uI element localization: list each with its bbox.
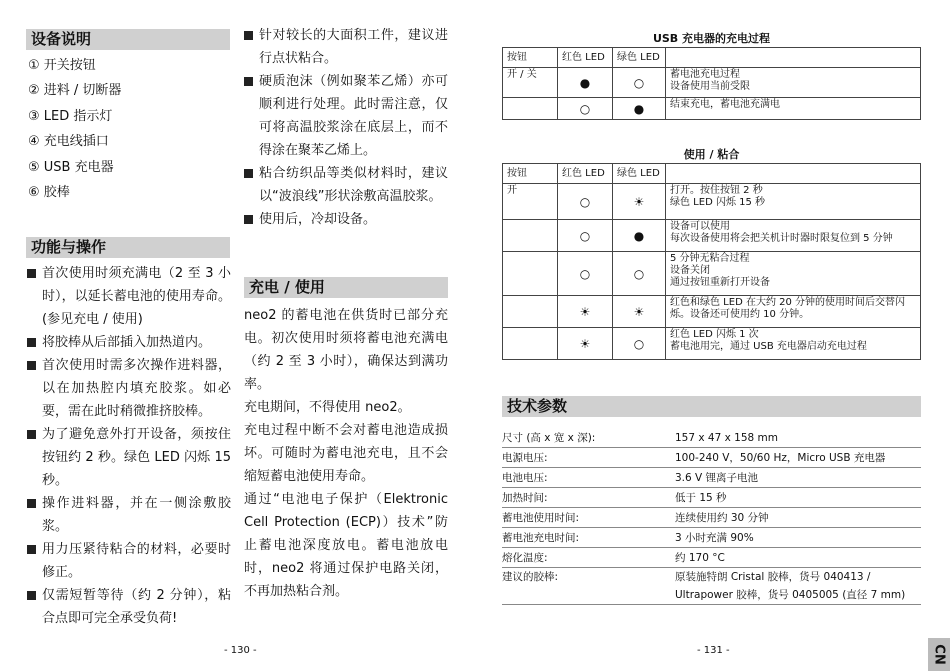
table-row	[503, 328, 921, 360]
spec-value: 3 小时充满 90%	[675, 531, 754, 544]
header-cell: 绿色 LED	[613, 48, 666, 68]
tech-specs-list	[502, 428, 921, 605]
spec-label: 电池电压:	[502, 472, 548, 484]
spec-label: 蓄电池使用时间:	[502, 512, 580, 524]
green-led-indicator: ☀	[613, 296, 666, 328]
red-led-indicator: ☀	[558, 296, 613, 328]
function-heading: 功能与操作	[26, 237, 230, 258]
tech-heading: 技术参数	[502, 396, 921, 417]
table-row	[503, 184, 921, 220]
spec-row	[502, 508, 921, 528]
green-led-indicator: ○	[613, 68, 666, 98]
device-item: ① 开关按钮	[28, 58, 96, 73]
header-cell: 绿色 LED	[613, 164, 666, 184]
green-led-indicator: ☀	[613, 184, 666, 220]
header-cell: 按钮	[503, 164, 558, 184]
function-bullet: 操作进料器，并在一侧涂敷胶浆。	[27, 492, 231, 538]
function-bullet: 为了避免意外打开设备，须按住按钮约 2 秒。绿色 LED 闪烁 15 秒。	[27, 423, 231, 492]
spec-label: 熔化温度:	[502, 552, 548, 564]
spec-value: 低于 15 秒	[675, 491, 727, 504]
red-led-indicator: ○	[558, 184, 613, 220]
spec-row	[502, 428, 921, 448]
button-cell	[503, 98, 558, 120]
language-tab-label: CN	[931, 644, 947, 665]
tips-bullet-list	[244, 24, 448, 231]
status-description: 蓄电池充电过程 设备使用当前受限	[666, 68, 921, 98]
red-led-indicator: ○	[558, 252, 613, 296]
device-item: ② 进料 / 切断器	[28, 83, 122, 98]
button-cell	[503, 252, 558, 296]
header-cell	[666, 48, 921, 68]
spec-row	[502, 528, 921, 548]
page-number-right: - 131 -	[697, 645, 730, 656]
button-cell: 开 / 关	[503, 68, 558, 98]
tips-bullet: 使用后，冷却设备。	[244, 208, 448, 231]
spec-row	[502, 568, 921, 605]
spec-value: 100-240 V，50/60 Hz，Micro USB 充电器	[675, 451, 886, 464]
header-cell: 按钮	[503, 48, 558, 68]
spec-row	[502, 548, 921, 568]
charge-paragraph: neo2 的蓄电池在供货时已部分充电。初次使用时须将蓄电池充满电（约 2 至 3 小时），确保达到满功率。	[244, 308, 448, 392]
tips-bullet: 针对较长的大面积工件，建议进行点状粘合。	[244, 24, 448, 70]
table-row	[503, 98, 921, 120]
tips-bullet: 硬质泡沫（例如聚苯乙烯）亦可顺利进行处理。此时需注意，仅可将高温胶浆涂在底层上，而不得涂在聚苯乙烯上。	[244, 70, 448, 162]
device-heading: 设备说明	[26, 29, 230, 50]
red-led-indicator: ○	[558, 98, 613, 120]
page-number-left: - 130 -	[224, 645, 257, 656]
device-item: ③ LED 指示灯	[28, 109, 113, 124]
function-bullet: 首次使用时需多次操作进料器，以在加热腔内填充胶浆。如必要，需在此时稍微推挤胶棒。	[27, 354, 231, 423]
spec-label: 电源电压:	[502, 452, 548, 464]
spec-label: 蓄电池充电时间:	[502, 532, 580, 544]
header-cell	[666, 164, 921, 184]
device-item: ④ 充电线插口	[28, 134, 109, 149]
language-tab	[928, 638, 950, 671]
status-description: 红色和绿色 LED 在大约 20 分钟的使用时间后交替闪烁。设备还可使用约 10 分钟。	[666, 296, 921, 328]
header-cell: 红色 LED	[558, 48, 613, 68]
table-row	[503, 296, 921, 328]
button-cell	[503, 296, 558, 328]
spec-value: 连续使用约 30 分钟	[675, 511, 769, 524]
usb-table-title: USB 充电器的充电过程	[652, 32, 771, 45]
function-bullet: 用力压紧待粘合的材料，必要时修正。	[27, 538, 231, 584]
charge-paragraph: 通过“电池电子保护（Elektronic Cell Protection (ECP)）技术”防止蓄电池深度放电。蓄电池放电时，neo2 将通过保护电路关闭，不再加热粘合剂。	[244, 492, 448, 599]
status-description: 5 分钟无粘合过程 设备关闭 通过按钮重新打开设备	[666, 252, 921, 296]
button-cell	[503, 328, 558, 360]
status-description: 结束充电，蓄电池充满电	[666, 98, 921, 120]
button-cell	[503, 220, 558, 252]
status-description: 红色 LED 闪烁 1 次 蓄电池用完，通过 USB 充电器启动充电过程	[666, 328, 921, 360]
status-description: 设备可以使用 每次设备使用将会把关机计时器时限复位到 5 分钟	[666, 220, 921, 252]
function-bullet-list	[27, 262, 231, 630]
green-led-indicator: ○	[613, 252, 666, 296]
device-item: ⑤ USB 充电器	[28, 160, 114, 175]
red-led-indicator: ☀	[558, 328, 613, 360]
usb-charge-table	[502, 47, 921, 120]
use-table-title: 使用 / 粘合	[683, 148, 740, 161]
green-led-indicator: ●	[613, 220, 666, 252]
spec-label: 建议的胶棒:	[502, 571, 559, 583]
function-bullet: 首次使用时须充满电（2 至 3 小时），以延长蓄电池的使用寿命。(参见充电 / 使用)	[27, 262, 231, 331]
spec-value: 约 170 °C	[675, 551, 725, 564]
green-led-indicator: ●	[613, 98, 666, 120]
function-bullet: 仅需短暂等待（约 2 分钟），粘合点即可完全承受负荷!	[27, 584, 231, 630]
spec-row	[502, 448, 921, 468]
table-row	[503, 68, 921, 98]
spec-value: 157 x 47 x 158 mm	[675, 431, 779, 444]
spec-label: 加热时间:	[502, 492, 548, 504]
spec-label: 尺寸 (高 x 宽 x 深):	[502, 432, 596, 444]
spec-row	[502, 468, 921, 488]
spec-value: 原装施特朗 Cristal 胶棒，货号 040413 / Ultrapower 胶棒，货号 0405005 (直径 7 mm)	[675, 571, 906, 601]
charge-paragraph: 充电期间，不得使用 neo2。	[244, 400, 411, 415]
button-cell: 开	[503, 184, 558, 220]
usage-table	[502, 163, 921, 360]
function-bullet: 将胶棒从后部插入加热道内。	[27, 331, 231, 354]
charge-paragraph: 充电过程中断不会对蓄电池造成损坏。可随时为蓄电池充电，且不会缩短蓄电池使用寿命。	[244, 423, 448, 484]
green-led-indicator: ○	[613, 328, 666, 360]
red-led-indicator: ○	[558, 220, 613, 252]
table-header-row	[503, 48, 921, 68]
table-row	[503, 252, 921, 296]
device-item: ⑥ 胶棒	[28, 185, 70, 200]
spec-value: 3.6 V 锂离子电池	[675, 471, 759, 484]
table-row	[503, 220, 921, 252]
spec-row	[502, 488, 921, 508]
charge-heading: 充电 / 使用	[244, 277, 448, 298]
status-description: 打开。按住按钮 2 秒 绿色 LED 闪烁 15 秒	[666, 184, 921, 220]
header-cell: 红色 LED	[558, 164, 613, 184]
table-header-row	[503, 164, 921, 184]
tips-bullet: 粘合纺织品等类似材料时，建议以“波浪线”形状涂敷高温胶浆。	[244, 162, 448, 208]
red-led-indicator: ●	[558, 68, 613, 98]
